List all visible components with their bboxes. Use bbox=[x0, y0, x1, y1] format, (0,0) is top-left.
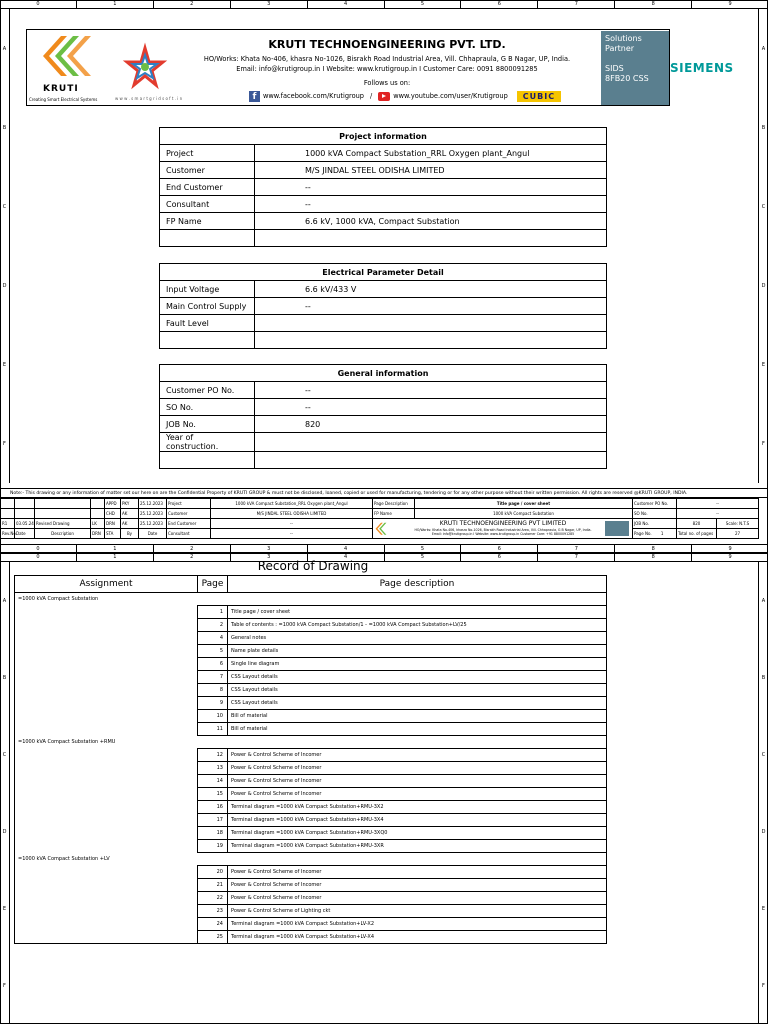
tb-project-value: 1000 kVA Compact Substation_RRL Oxygen plant_Angul bbox=[211, 499, 373, 509]
vrl1-mark-0: A bbox=[2, 45, 7, 52]
tb-chd-date: 25.12.2023 bbox=[139, 509, 167, 519]
ruler1-mark-3: 3 bbox=[231, 0, 308, 8]
record-row bbox=[15, 710, 607, 723]
tb-rev: R1 bbox=[1, 519, 15, 529]
smartgrid-logo bbox=[115, 44, 183, 106]
partner-line-4: SIDS bbox=[605, 64, 624, 73]
general-row bbox=[160, 382, 607, 399]
project_info-value bbox=[255, 230, 607, 247]
tb-company-contact: Email: info@krutigroup.in I Website: www.krutigroup.in Customer Care: +91 8800091285 bbox=[431, 532, 575, 536]
youtube-icon bbox=[378, 92, 390, 101]
electrical-label bbox=[160, 332, 255, 349]
tb-page-cell bbox=[633, 529, 677, 539]
record-header-page: Page bbox=[198, 576, 228, 593]
ruler1b-mark-4: 4 bbox=[308, 545, 385, 552]
record-page-desc: Terminal diagram =1000 kVA Compact Substation+LV-X4 bbox=[228, 931, 607, 944]
vrl1-mark-4: E bbox=[2, 361, 7, 368]
project_info-label: Customer bbox=[160, 162, 255, 179]
vrr2-mark-3: D bbox=[761, 828, 766, 835]
link-separator: / bbox=[369, 92, 373, 100]
record-page-desc: CSS Layout details bbox=[228, 684, 607, 697]
vrr2-mark-4: E bbox=[761, 905, 766, 912]
electrical-row bbox=[160, 298, 607, 315]
record-page-desc: Power & Control Scheme of Incomer bbox=[228, 775, 607, 788]
record-group-name: =1000 kVA Compact Substation bbox=[15, 593, 607, 606]
tb-total-value: 27 bbox=[717, 529, 759, 539]
record-row bbox=[15, 788, 607, 801]
general-label: Year of construction. bbox=[160, 433, 255, 452]
ruler2-mark-1: 1 bbox=[77, 553, 154, 561]
tb-partner-mini bbox=[605, 521, 629, 536]
record-page-desc: Single line diagram bbox=[228, 658, 607, 671]
vrl1-mark-3: D bbox=[2, 282, 7, 289]
ruler1b-mark-6: 6 bbox=[461, 545, 538, 552]
general-row bbox=[160, 416, 607, 433]
record-page-desc: Bill of material bbox=[228, 723, 607, 736]
record-page-desc: Power & Control Scheme of Lighting ckt bbox=[228, 905, 607, 918]
tb-page-value: 1 bbox=[660, 531, 664, 536]
record-row bbox=[15, 632, 607, 645]
record-group-name: =1000 kVA Compact Substation +LV bbox=[15, 853, 607, 866]
record-page-no: 5 bbox=[198, 645, 228, 658]
record-row bbox=[15, 762, 607, 775]
header-banner bbox=[26, 29, 670, 106]
tb-customer-value: M/S JINDAL STEEL ODISHA LIMITED bbox=[211, 509, 373, 519]
vrl2-mark-1: B bbox=[2, 674, 7, 681]
record-group-name: =1000 kVA Compact Substation +RMU bbox=[15, 736, 607, 749]
facebook-link[interactable]: www.facebook.com/Krutigroup bbox=[263, 92, 364, 100]
record-row bbox=[15, 892, 607, 905]
partner-line-2: Partner bbox=[605, 44, 635, 53]
electrical-value bbox=[255, 332, 607, 349]
record-page-no: 11 bbox=[198, 723, 228, 736]
general-label: Customer PO No. bbox=[160, 382, 255, 399]
vrl2-mark-4: E bbox=[2, 905, 7, 912]
record-page-desc: Power & Control Scheme of Incomer bbox=[228, 749, 607, 762]
project_info-label: Project bbox=[160, 145, 255, 162]
project_info-value: -- bbox=[255, 196, 607, 213]
ruler1b-mark-8: 8 bbox=[615, 545, 692, 552]
ruler1-mark-4: 4 bbox=[308, 0, 385, 8]
tb-page-label: Page No. bbox=[634, 531, 652, 536]
general-row bbox=[160, 433, 607, 452]
ruler2-mark-6: 6 bbox=[461, 553, 538, 561]
tb-rev-by: LK bbox=[91, 519, 105, 529]
record-page-no: 21 bbox=[198, 879, 228, 892]
record-row bbox=[15, 606, 607, 619]
top-ruler-1 bbox=[0, 0, 768, 9]
tb-drn-by: AK bbox=[121, 519, 139, 529]
tb-h-date2: Date bbox=[139, 529, 167, 539]
general-value bbox=[255, 452, 607, 469]
follow-us: Follows us on: bbox=[363, 79, 411, 87]
record-page-desc: Terminal diagram =1000 kVA Compact Substation+RMU-3X4 bbox=[228, 814, 607, 827]
record-page-no: 10 bbox=[198, 710, 228, 723]
facebook-icon: f bbox=[249, 91, 260, 102]
record-page-desc: CSS Layout details bbox=[228, 671, 607, 684]
right-ruler-1 bbox=[758, 9, 768, 483]
kruti-logo-tagline: Creating Smart Electrical Systems bbox=[29, 97, 98, 102]
record-row bbox=[15, 671, 607, 684]
record-page-no: 7 bbox=[198, 671, 228, 684]
kruti-logo bbox=[29, 32, 109, 104]
electrical-value: 6.6 kV/433 V bbox=[255, 281, 607, 298]
general-value: 820 bbox=[255, 416, 607, 433]
record-page-no: 16 bbox=[198, 801, 228, 814]
left-ruler-2 bbox=[0, 562, 10, 1024]
vrr1-mark-4: E bbox=[761, 361, 766, 368]
tb-consult-label: Consultant bbox=[167, 529, 211, 539]
ruler2-mark-9: 9 bbox=[728, 554, 732, 560]
kruti-logo-text: KRUTI bbox=[43, 84, 79, 94]
tb-endcust-value: -- bbox=[211, 519, 373, 529]
company-contact: Email: info@krutigroup.in I Website: www.krutigroup.in I Customer Care: 0091 8800091285 bbox=[236, 65, 538, 73]
tb-scale-cell bbox=[717, 519, 759, 529]
vrr2-mark-0: A bbox=[761, 597, 766, 604]
ruler1-mark-7: 7 bbox=[538, 0, 615, 8]
vrl1-mark-5: F bbox=[3, 440, 6, 447]
record-page-no: 9 bbox=[198, 697, 228, 710]
ruler1-mark-1: 1 bbox=[77, 0, 154, 8]
record-page-desc: Title page / cover sheet bbox=[228, 606, 607, 619]
record-page-desc: Name plate details bbox=[228, 645, 607, 658]
general-table bbox=[159, 364, 607, 469]
general-value: -- bbox=[255, 399, 607, 416]
project_info-value: 1000 kVA Compact Substation_RRL Oxygen plant_Angul bbox=[255, 145, 607, 162]
electrical-label: Input Voltage bbox=[160, 281, 255, 298]
vrr1-mark-2: C bbox=[761, 203, 766, 210]
tb-appd-by: PKY bbox=[121, 499, 139, 509]
smartgrid-star-icon bbox=[125, 46, 165, 88]
project_info-label: Consultant bbox=[160, 196, 255, 213]
record-row bbox=[15, 931, 607, 944]
ruler1b-mark-5: 5 bbox=[385, 545, 462, 552]
record-page-no: 1 bbox=[198, 606, 228, 619]
tb-customer-label: Customer bbox=[167, 509, 211, 519]
record-row bbox=[15, 918, 607, 931]
project_info-row bbox=[160, 179, 607, 196]
record-page-no: 24 bbox=[198, 918, 228, 931]
bottom-ruler-1 bbox=[0, 544, 768, 553]
confidential-note: Note:- This drawing or any information of matter set our here on are the Confidential Property of KRUTI GROUP & must not be disclosed, loaned, copied or used for manufacturing, tendering or for any other purpose without their written permission. All rights are reserved @KRUTI GROUP, INDIA. bbox=[0, 488, 768, 498]
record-page-desc: Terminal diagram =1000 kVA Compact Substation+RMU-3XQ0 bbox=[228, 827, 607, 840]
electrical-row bbox=[160, 315, 607, 332]
title-block bbox=[0, 498, 768, 544]
tb-h-desc: Description bbox=[35, 529, 91, 539]
record-page-desc: Power & Control Scheme of Incomer bbox=[228, 879, 607, 892]
electrical-row bbox=[160, 281, 607, 298]
vrr1-mark-3: D bbox=[761, 282, 766, 289]
record-row bbox=[15, 840, 607, 853]
record-header-desc: Page description bbox=[228, 576, 607, 593]
record-page-no: 18 bbox=[198, 827, 228, 840]
record-page-no: 4 bbox=[198, 632, 228, 645]
record-page-no: 17 bbox=[198, 814, 228, 827]
tb-scale-label: Scale: bbox=[725, 521, 738, 526]
tb-rev-date: 03.05.24 bbox=[15, 519, 35, 529]
project_info-label: End Customer bbox=[160, 179, 255, 196]
electrical-header: Electrical Parameter Detail bbox=[160, 264, 607, 281]
tb-h-by: By bbox=[121, 529, 139, 539]
ruler1b-mark-7: 7 bbox=[538, 545, 615, 552]
tb-kruti-logo-icon bbox=[375, 521, 393, 537]
electrical-row bbox=[160, 332, 607, 349]
tb-po-value: -- bbox=[677, 499, 759, 509]
tb-project-label: Project bbox=[167, 499, 211, 509]
general-label: JOB No. bbox=[160, 416, 255, 433]
record-row bbox=[15, 658, 607, 671]
general-header: General information bbox=[160, 365, 607, 382]
record-header-assignment: Assignment bbox=[15, 576, 198, 593]
ruler2-mark-0: 0 bbox=[0, 553, 77, 561]
tb-chd: CHD bbox=[105, 509, 121, 519]
record-page-desc: Power & Control Scheme of Incomer bbox=[228, 892, 607, 905]
tb-company-cell bbox=[373, 519, 633, 539]
vrr1-mark-1: B bbox=[761, 124, 766, 131]
tb-fpname-label: FP Name bbox=[373, 509, 415, 519]
general-value: -- bbox=[255, 382, 607, 399]
tb-drn-date: 25.12.2023 bbox=[139, 519, 167, 529]
smartgrid-url: w w w . s m a r t g r i d s o f t . i n bbox=[115, 96, 183, 101]
tb-consult-value: -- bbox=[211, 529, 373, 539]
tb-pagedesc-label: Page Description bbox=[373, 499, 415, 509]
record-page-no: 25 bbox=[198, 931, 228, 944]
record-page-desc: Table of contents : =1000 kVA Compact Substation/1 - =1000 kVA Compact Substation+LV/25 bbox=[228, 619, 607, 632]
tb-h-date: Date bbox=[15, 529, 35, 539]
project_info-label: FP Name bbox=[160, 213, 255, 230]
partner-box bbox=[601, 31, 669, 105]
social-row bbox=[249, 89, 561, 103]
project_info-value: -- bbox=[255, 179, 607, 196]
ruler2-mark-3: 3 bbox=[231, 553, 308, 561]
vrr2-mark-5: F bbox=[762, 982, 765, 989]
record-row bbox=[15, 827, 607, 840]
project_info-label bbox=[160, 230, 255, 247]
tb-appd-date: 25.12.2023 bbox=[139, 499, 167, 509]
tb-job-label: JOB No. bbox=[633, 519, 677, 529]
vrl2-mark-3: D bbox=[2, 828, 7, 835]
record-page-no: 19 bbox=[198, 840, 228, 853]
vrl1-mark-1: B bbox=[2, 124, 7, 131]
cubic-logo: CUBIC bbox=[517, 91, 561, 102]
ruler1-mark-2: 2 bbox=[154, 0, 231, 8]
record-page-no: 23 bbox=[198, 905, 228, 918]
ruler2-mark-8: 8 bbox=[615, 553, 692, 561]
general-label: SO No. bbox=[160, 399, 255, 416]
record-page-no: 12 bbox=[198, 749, 228, 762]
vrl2-mark-5: F bbox=[3, 982, 6, 989]
record-page-desc: Terminal diagram =1000 kVA Compact Substation+LV-X2 bbox=[228, 918, 607, 931]
record-page-no: 14 bbox=[198, 775, 228, 788]
company-name: KRUTI TECHNOENGINEERING PVT. LTD. bbox=[268, 38, 506, 51]
record-row bbox=[15, 723, 607, 736]
tb-appd: APPD bbox=[105, 499, 121, 509]
record-page-desc: Power & Control Scheme of Incomer bbox=[228, 788, 607, 801]
project-info-table bbox=[159, 127, 607, 247]
tb-company-addr: HO/Works: Khata No-406, khasra No-1026, Bisrakh Road Industrial Area, Vill. Chhapraula, G B Nagar, UP, India. bbox=[414, 528, 592, 532]
tb-so-value: -- bbox=[677, 509, 759, 519]
record-page-desc: Power & Control Scheme of Incomer bbox=[228, 762, 607, 775]
record-row bbox=[15, 866, 607, 879]
project_info-row bbox=[160, 230, 607, 247]
tb-company-name: KRUTI TECHNOENGINEERING PVT LIMITED bbox=[439, 520, 567, 527]
electrical-label: Main Control Supply bbox=[160, 298, 255, 315]
record-page-desc: Terminal diagram =1000 kVA Compact Substation+RMU-3XR bbox=[228, 840, 607, 853]
record-row bbox=[15, 775, 607, 788]
ruler1b-mark-3: 3 bbox=[231, 545, 308, 552]
record-page-no: 22 bbox=[198, 892, 228, 905]
record-row bbox=[15, 905, 607, 918]
ruler1b-mark-9: 9 bbox=[728, 546, 732, 552]
project_info-value: M/S JINDAL STEEL ODISHA LIMITED bbox=[255, 162, 607, 179]
record-page-no: 15 bbox=[198, 788, 228, 801]
tb-rev-desc: Revised Drawing bbox=[35, 519, 91, 529]
ruler1-mark-6: 6 bbox=[461, 0, 538, 8]
general-row bbox=[160, 399, 607, 416]
record-row bbox=[15, 645, 607, 658]
record-page-desc: CSS Layout details bbox=[228, 697, 607, 710]
tb-total-label: Total no. of pages bbox=[677, 529, 717, 539]
ruler1-mark-5: 5 bbox=[385, 0, 462, 8]
record-title: Record of Drawing bbox=[257, 559, 369, 573]
ruler2-mark-5: 5 bbox=[385, 553, 462, 561]
tb-scale-value: N.T.S bbox=[739, 521, 750, 526]
project-info-header: Project information bbox=[160, 128, 607, 145]
tb-endcust-label: End Customer bbox=[167, 519, 211, 529]
tb-chd-by: AK bbox=[121, 509, 139, 519]
record-page-desc: General notes bbox=[228, 632, 607, 645]
project_info-row bbox=[160, 145, 607, 162]
record-row bbox=[15, 684, 607, 697]
vrl2-mark-2: C bbox=[2, 751, 7, 758]
record-page-no: 20 bbox=[198, 866, 228, 879]
left-ruler-1 bbox=[0, 9, 10, 483]
record-page-desc: Terminal diagram =1000 kVA Compact Substation+RMU-3X2 bbox=[228, 801, 607, 814]
record-row bbox=[15, 619, 607, 632]
general-value bbox=[255, 433, 607, 452]
project_info-row bbox=[160, 213, 607, 230]
record-row bbox=[15, 697, 607, 710]
company-address: HO/Works: Khata No-406, khasra No-1026, Bisrakh Road Industrial Area, Vill. Chhapraula, G B Nagar, UP, India. bbox=[203, 55, 571, 63]
vrl1-mark-2: C bbox=[2, 203, 7, 210]
project_info-row bbox=[160, 196, 607, 213]
tb-so-label: SO No. bbox=[633, 509, 677, 519]
vrr2-mark-1: B bbox=[761, 674, 766, 681]
project_info-value: 6.6 kV, 1000 kVA, Compact Substation bbox=[255, 213, 607, 230]
partner-line-5: 8FB20 CSS bbox=[605, 74, 649, 83]
record-row bbox=[15, 879, 607, 892]
record-page-desc: Bill of material bbox=[228, 710, 607, 723]
ruler1-mark-9: 9 bbox=[728, 1, 732, 7]
electrical-value bbox=[255, 315, 607, 332]
record-page-desc: Power & Control Scheme of Incomer bbox=[228, 866, 607, 879]
record-row bbox=[15, 749, 607, 762]
tb-po-label: Customer PO No. bbox=[633, 499, 677, 509]
tb-h-drn: DRN bbox=[91, 529, 105, 539]
ruler1b-mark-0: 0 bbox=[0, 545, 77, 552]
record-page-no: 2 bbox=[198, 619, 228, 632]
record-table bbox=[14, 575, 607, 944]
tb-h-revno: Rev.No. bbox=[1, 529, 15, 539]
electrical-label: Fault Level bbox=[160, 315, 255, 332]
ruler1-mark-8: 8 bbox=[615, 0, 692, 8]
tb-pagedesc-value: Title page / cover sheet bbox=[415, 499, 633, 509]
siemens-logo: SIEMENS bbox=[670, 61, 734, 75]
youtube-link[interactable]: www.youtube.com/user/Krutigroup bbox=[393, 92, 508, 100]
record-row bbox=[15, 801, 607, 814]
general-row bbox=[160, 452, 607, 469]
project_info-row bbox=[160, 162, 607, 179]
ruler1-mark-0: 0 bbox=[0, 0, 77, 8]
right-ruler-2 bbox=[758, 562, 768, 1024]
ruler1b-mark-2: 2 bbox=[154, 545, 231, 552]
tb-job-value: 820 bbox=[677, 519, 717, 529]
record-page-no: 6 bbox=[198, 658, 228, 671]
vrr1-mark-0: A bbox=[761, 45, 766, 52]
vrr2-mark-2: C bbox=[761, 751, 766, 758]
vrr1-mark-5: F bbox=[762, 440, 765, 447]
ruler2-mark-7: 7 bbox=[538, 553, 615, 561]
ruler2-mark-2: 2 bbox=[154, 553, 231, 561]
record-row bbox=[15, 814, 607, 827]
electrical-value: -- bbox=[255, 298, 607, 315]
vrl2-mark-0: A bbox=[2, 597, 7, 604]
record-page-no: 13 bbox=[198, 762, 228, 775]
kruti-logo-mark bbox=[41, 34, 101, 80]
tb-h-sta: STA bbox=[105, 529, 121, 539]
tb-drn: DRN bbox=[105, 519, 121, 529]
general-label bbox=[160, 452, 255, 469]
electrical-table bbox=[159, 263, 607, 349]
ruler2-mark-4: 4 bbox=[308, 553, 385, 561]
ruler1b-mark-1: 1 bbox=[77, 545, 154, 552]
record-page-no: 8 bbox=[198, 684, 228, 697]
partner-line-1: Solutions bbox=[605, 34, 642, 43]
tb-fpname-value: 1000 kVA Compact Substation bbox=[415, 509, 633, 519]
